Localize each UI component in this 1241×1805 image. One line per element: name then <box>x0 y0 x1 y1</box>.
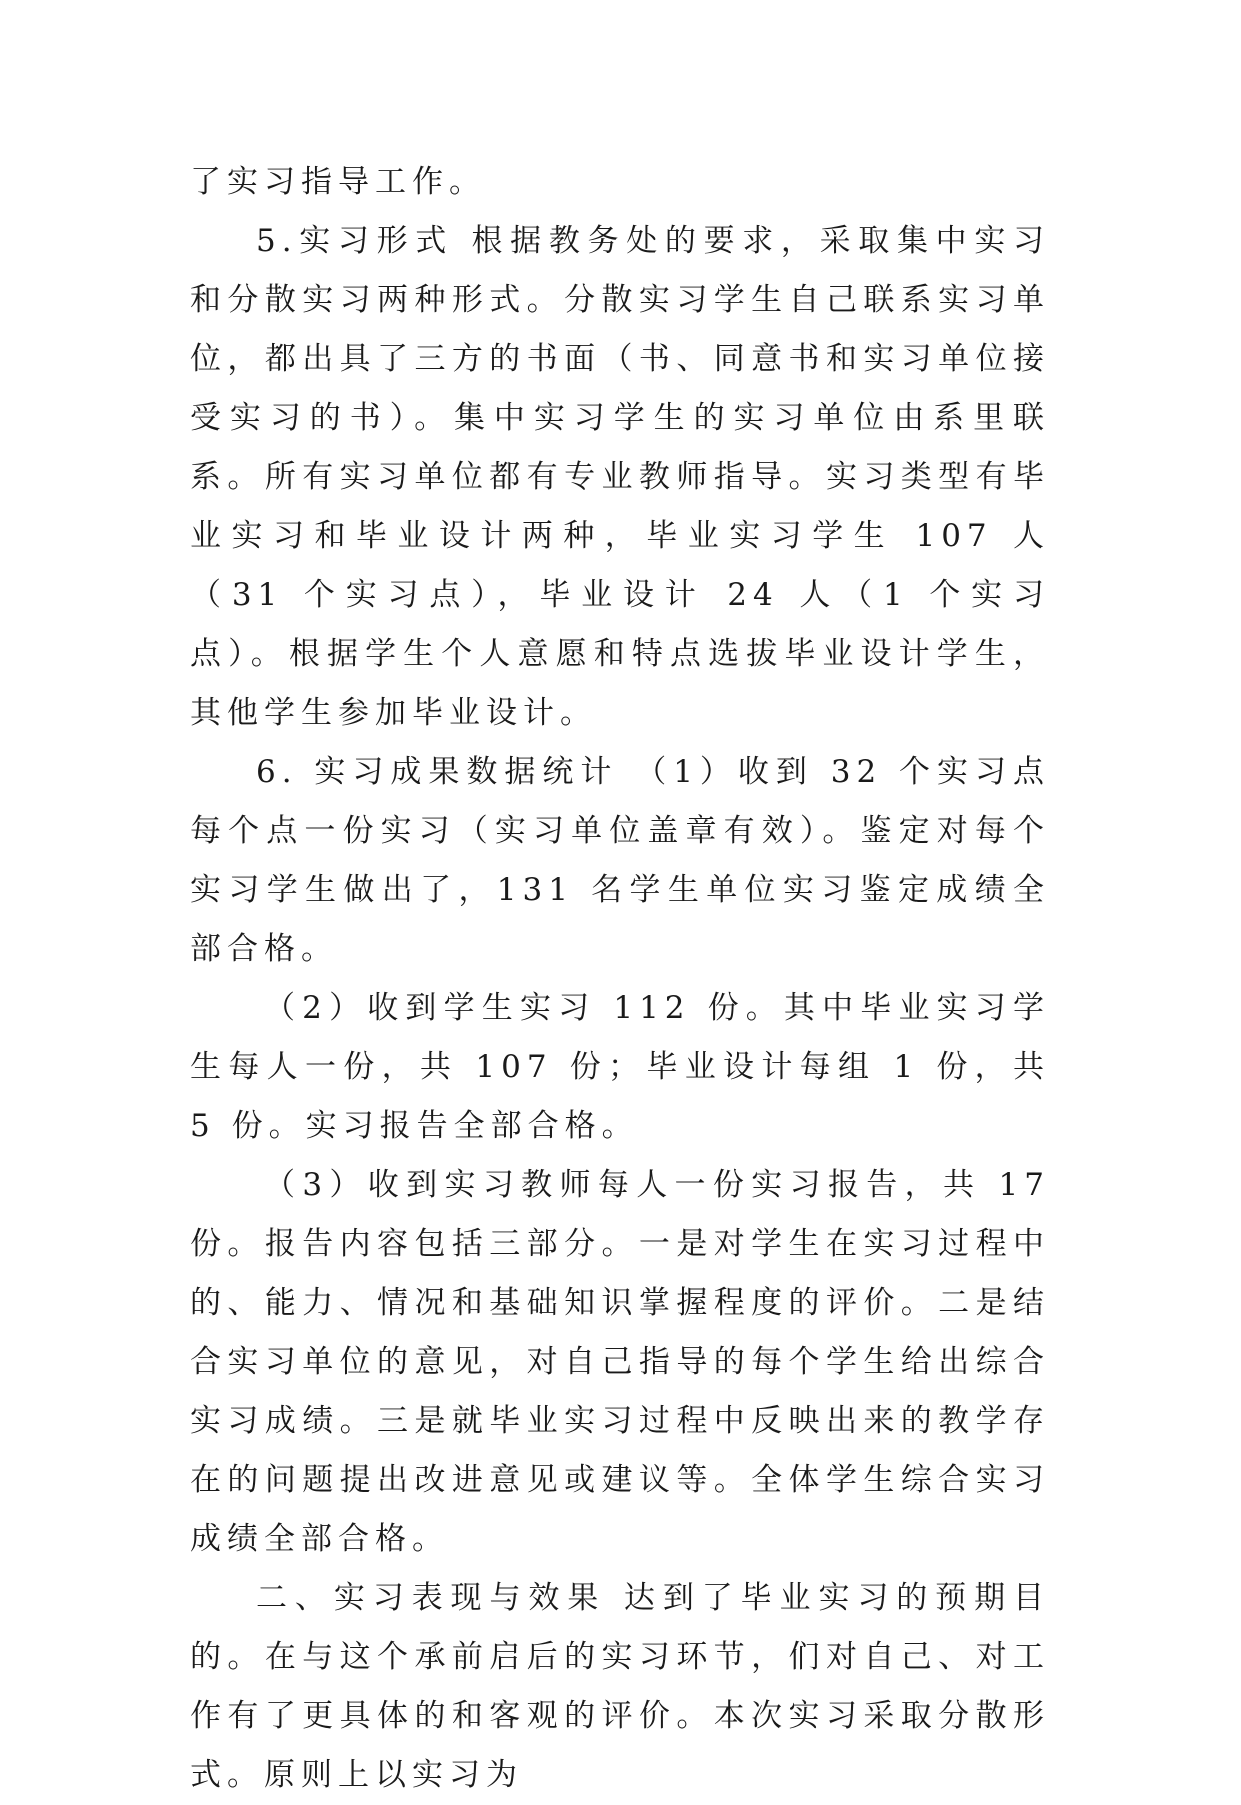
document-body <box>190 153 1050 1805</box>
paragraph-performance-effect: 二、实习表现与效果 达到了毕业实习的预期目的。在与这个承前启后的实习环节，们对自己、对工作有了更具体的和客观的评价。本次实习采取分散形式。原则上以实习为 <box>190 1580 1050 1793</box>
paragraph-continuation: 了实习指导工作。 <box>190 164 486 200</box>
paragraph-results-statistics: 6. 实习成果数据统计 （1）收到 32 个实习点每个点一份实习（实习单位盖章有效）。鉴定对每个实习学生做出了，131 名学生单位实习鉴定成绩全部合格。 <box>190 754 1050 967</box>
paragraph-student-reports: （2）收到学生实习 112 份。其中毕业实习学生每人一份，共 107 份；毕业设计每组 1 份，共 5 份。实习报告全部合格。 <box>190 990 1050 1144</box>
paragraph-teacher-reports: （3）收到实习教师每人一份实习报告，共 17 份。报告内容包括三部分。一是对学生在实习过程中的、能力、情况和基础知识掌握程度的评价。二是结合实习单位的意见，对自己指导的每个学生给出综合实习成绩。三是就毕业实习过程中反映出来的教学存在的问题提出改进意见或建议等。全体学生综合实习成绩全部合格。 <box>190 1167 1050 1557</box>
paragraph-internship-format: 5.实习形式 根据教务处的要求，采取集中实习和分散实习两种形式。分散实习学生自己联系实习单位，都出具了三方的书面（书、同意书和实习单位接受实习的书）。集中实习学生的实习单位由系里联系。所有实习单位都有专业教师指导。实习类型有毕业实习和毕业设计两种，毕业实习学生 107 人（31 个实习点），毕业设计 24 人（1 个实习点）。根据学生个人意愿和特点选拔毕业设计学生，其他学生参加毕业设计。 <box>190 223 1050 731</box>
